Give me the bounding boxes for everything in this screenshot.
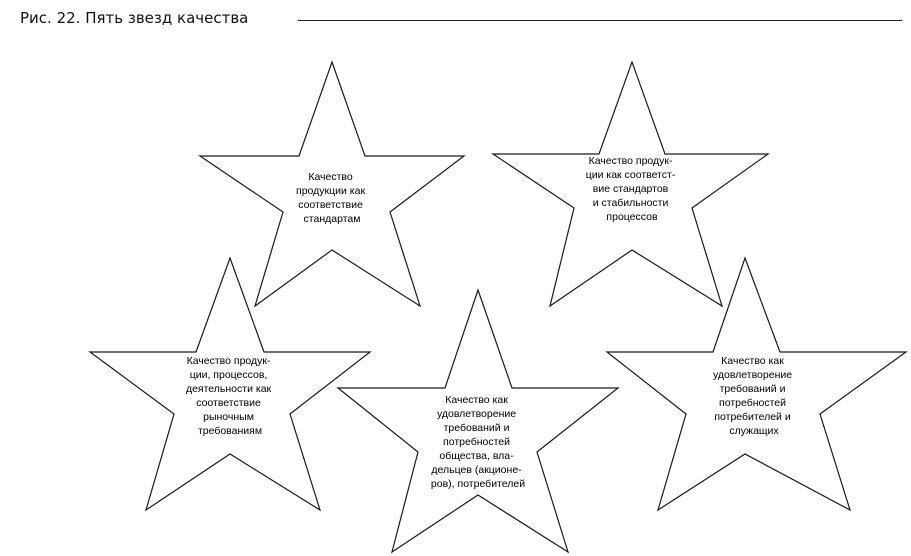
star-1	[200, 62, 464, 306]
star-4	[338, 290, 618, 552]
star-2-label: Качество продук- ции как соответст- вие стандартов и стабильности процессов	[585, 155, 676, 223]
star-3	[90, 258, 370, 510]
star-4-label: Качество как удовлетворение требований и потребностей общества, вла- дельцев (акционе- ров), потребителей	[430, 394, 526, 490]
star-5-label: Качество как удовлетворение требований и потребностей потребителей и служащих	[712, 355, 793, 437]
star-4-shape	[338, 290, 618, 552]
star-2	[493, 62, 768, 306]
star-1-shape	[200, 62, 464, 306]
star-3-label: Качество продук- ции, процессов, деятельности как соответствие рыночным требованиям	[185, 355, 272, 437]
figure-title: Рис. 22. Пять звезд качества	[20, 9, 260, 27]
star-5	[607, 258, 906, 510]
star-1-label: Качество продукции как соответствие стандартам	[296, 171, 366, 225]
